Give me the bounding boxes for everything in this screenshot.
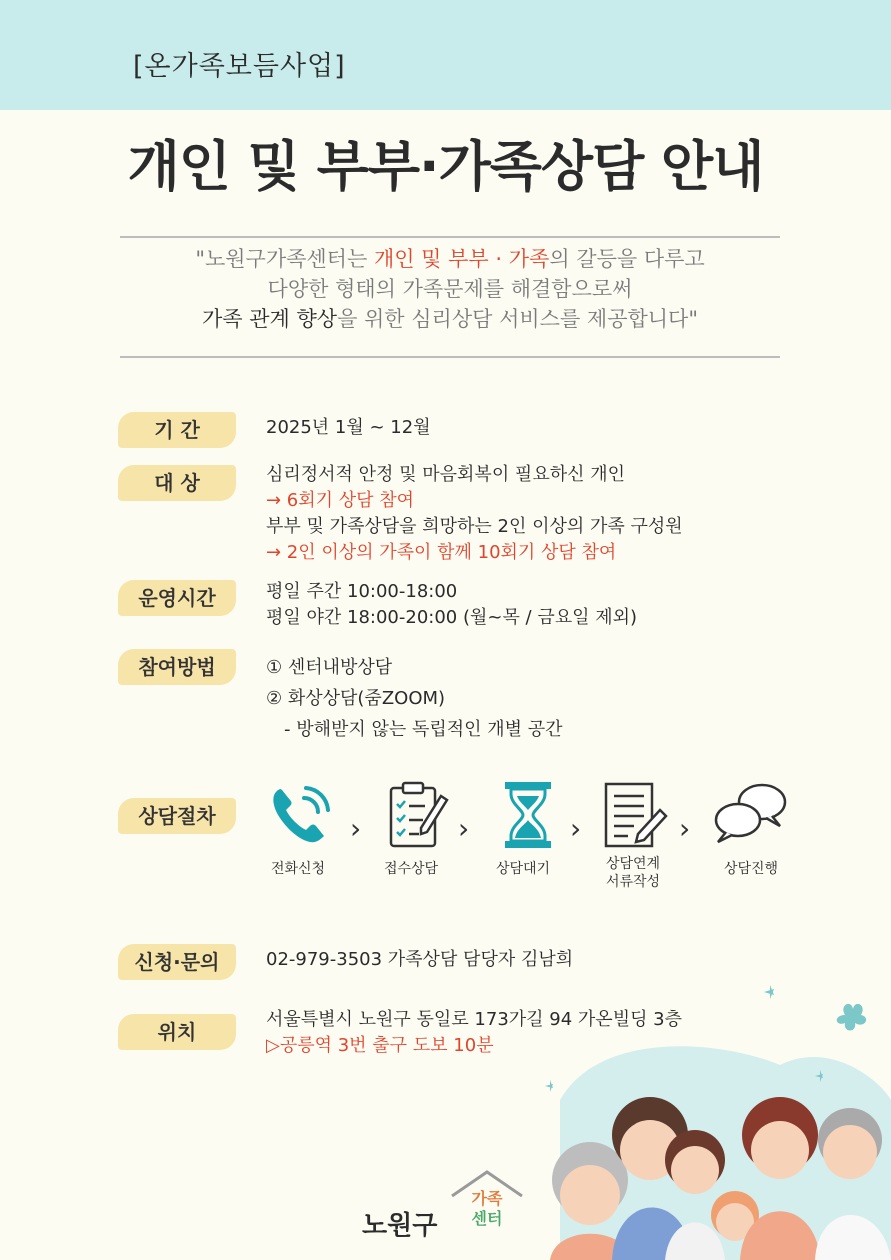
chevron-right-icon: › bbox=[458, 812, 470, 845]
hours-value: 평일 주간 10:00-18:00 평일 야간 18:00-20:00 (월~목 / 금요일 제외) bbox=[266, 581, 638, 628]
document-icon bbox=[602, 780, 672, 850]
period-label: 기 간 bbox=[118, 412, 236, 448]
chevron-right-icon: › bbox=[679, 812, 691, 845]
location-label: 위치 bbox=[118, 1014, 236, 1050]
contact-value: 02-979-3503 가족상담 담당자 김남희 bbox=[266, 949, 574, 970]
divider-top bbox=[120, 236, 780, 238]
step-label-2: 접수상담 bbox=[383, 861, 439, 877]
target-value: 심리정서적 안정 및 마음회복이 필요하신 개인 → 6회기 상담 참여 부부 및 가족상담을 희망하는 2인 이상의 가족 구성원 → 2인 이상의 가족이 함께 10회기 상담 참여 bbox=[266, 464, 683, 563]
location-value: 서울특별시 노원구 동일로 173가길 94 가온빌딩 3층 ▷공릉역 3번 출구 도보 10분 bbox=[266, 1009, 683, 1056]
intro-text: "노원구가족센터는 개인 및 부부 · 가족의 갈등을 다루고 다양한 형태의 가족문제를 해결함으로써 가족 관계 향상을 위한 심리상담 서비스를 제공합니다" bbox=[195, 247, 705, 331]
chevron-right-icon: › bbox=[350, 812, 362, 845]
procedure-label: 상담절차 bbox=[118, 798, 236, 834]
method-value: ① 센터내방상담 ② 화상상담(줌ZOOM) - 방해받지 않는 독립적인 개별 공간 bbox=[266, 657, 563, 740]
method-label: 참여방법 bbox=[118, 649, 236, 685]
page-title: 개인 및 부부·가족상담 안내 bbox=[127, 135, 764, 198]
org-logo-text: 노원구 bbox=[362, 1211, 438, 1241]
family-illustration bbox=[520, 970, 891, 1260]
step-label-4: 상담연계 서류작성 bbox=[605, 856, 661, 890]
clipboard-icon bbox=[383, 780, 453, 850]
contact-label: 신청·문의 bbox=[118, 944, 236, 980]
step-label-1: 전화신청 bbox=[270, 861, 326, 877]
step-label-3: 상담대기 bbox=[495, 861, 551, 877]
period-value: 2025년 1월 ~ 12월 bbox=[266, 417, 431, 438]
speech-bubbles-icon bbox=[712, 780, 782, 850]
phone-icon bbox=[266, 780, 336, 850]
program-subtitle: [온가족보듬사업] bbox=[133, 51, 346, 82]
hours-label: 운영시간 bbox=[118, 580, 236, 616]
hourglass-icon bbox=[493, 780, 563, 850]
target-label: 대 상 bbox=[118, 465, 236, 501]
chevron-right-icon: › bbox=[570, 812, 582, 845]
logo-center-text: 센터 bbox=[471, 1209, 503, 1228]
divider-bottom bbox=[120, 356, 780, 358]
logo-family-text: 가족 bbox=[471, 1189, 503, 1208]
step-label-5: 상담진행 bbox=[723, 861, 779, 877]
